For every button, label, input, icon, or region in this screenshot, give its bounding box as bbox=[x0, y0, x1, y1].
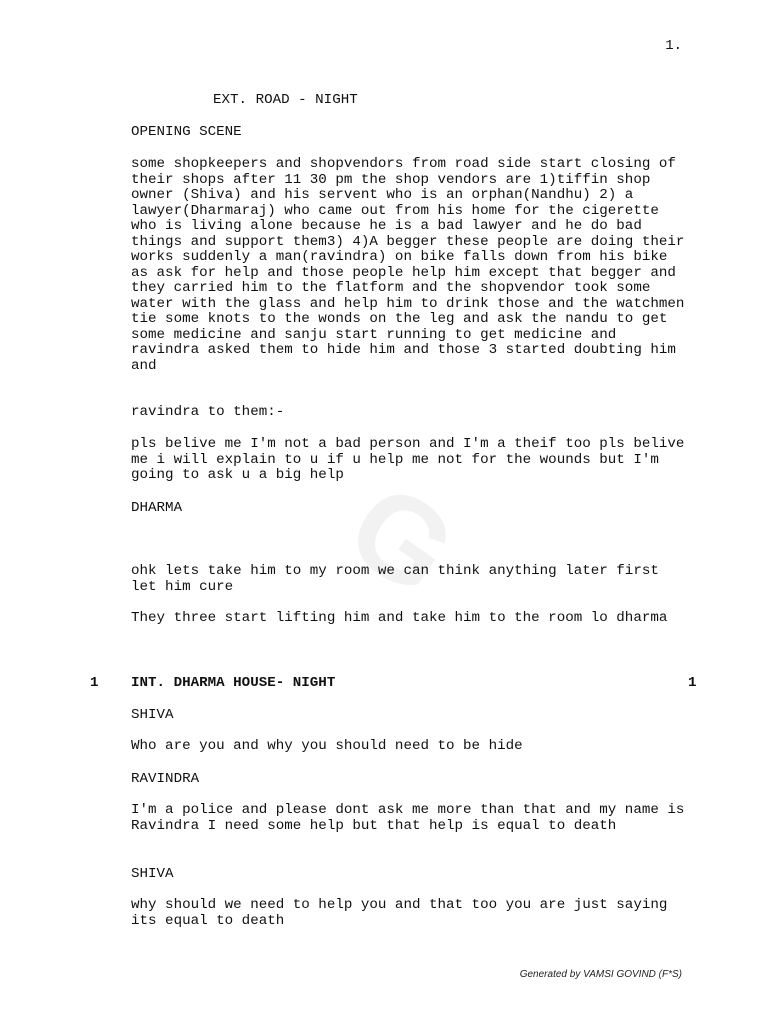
action-paragraph: ravindra to them:- bbox=[131, 404, 285, 420]
watermark: G bbox=[325, 457, 479, 621]
character-name: RAVINDRA bbox=[131, 771, 200, 787]
character-name: SHIVA bbox=[131, 707, 174, 723]
dialogue: ohk lets take him to my room we can think anything later first let him cure bbox=[131, 563, 659, 595]
action-paragraph: pls belive me I'm not a bad person and I'm a theif too pls belive me i will explain to u if u help me not for the wounds but I'm going to ask u a big help bbox=[131, 436, 685, 483]
scene-heading: INT. DHARMA HOUSE- NIGHT bbox=[131, 675, 336, 691]
action-paragraph: They three start lifting him and take him to the room lo dharma bbox=[131, 610, 668, 626]
scene-number-right: 1 bbox=[688, 675, 697, 691]
page-number: 1. bbox=[665, 38, 682, 54]
character-name: SHIVA bbox=[131, 866, 174, 882]
dialogue: I'm a police and please dont ask me more than that and my name is Ravindra I need some help but that help is equal to death bbox=[131, 802, 685, 834]
slug-line: EXT. ROAD - NIGHT bbox=[213, 92, 358, 108]
dialogue: why should we need to help you and that too you are just saying its equal to death bbox=[131, 897, 668, 929]
dialogue: Who are you and why you should need to be hide bbox=[131, 738, 523, 754]
opening-scene-label: OPENING SCENE bbox=[131, 124, 242, 140]
action-paragraph: some shopkeepers and shopvendors from road side start closing of their shops after 11 30 pm the shop vendors are 1)tiffin shop owner (Shiva) and his servent who is an orphan(Nandhu) 2) a lawyer(Dharmaraj) who came out from his home for the cigerette who is living alone because he is a bad lawyer and he do bad things and support them3) 4)A begger these people are doing their works suddenly a man(ravindra) on bike falls down from his bike as ask for help and those people help him except that begger and they carried him to the flatform and the shopvendor took some water with the glass and help him to drink those and the watchmen tie some knots to the wonds on the leg and ask the nandu to get some medicine and sanju start running to get medicine and ravindra asked them to hide him and those 3 started doubting him and bbox=[131, 156, 685, 374]
character-name: DHARMA bbox=[131, 500, 183, 516]
footer-credit: Generated by VAMSI GOVIND (F*S) bbox=[519, 969, 682, 980]
scene-number-left: 1 bbox=[90, 675, 99, 691]
